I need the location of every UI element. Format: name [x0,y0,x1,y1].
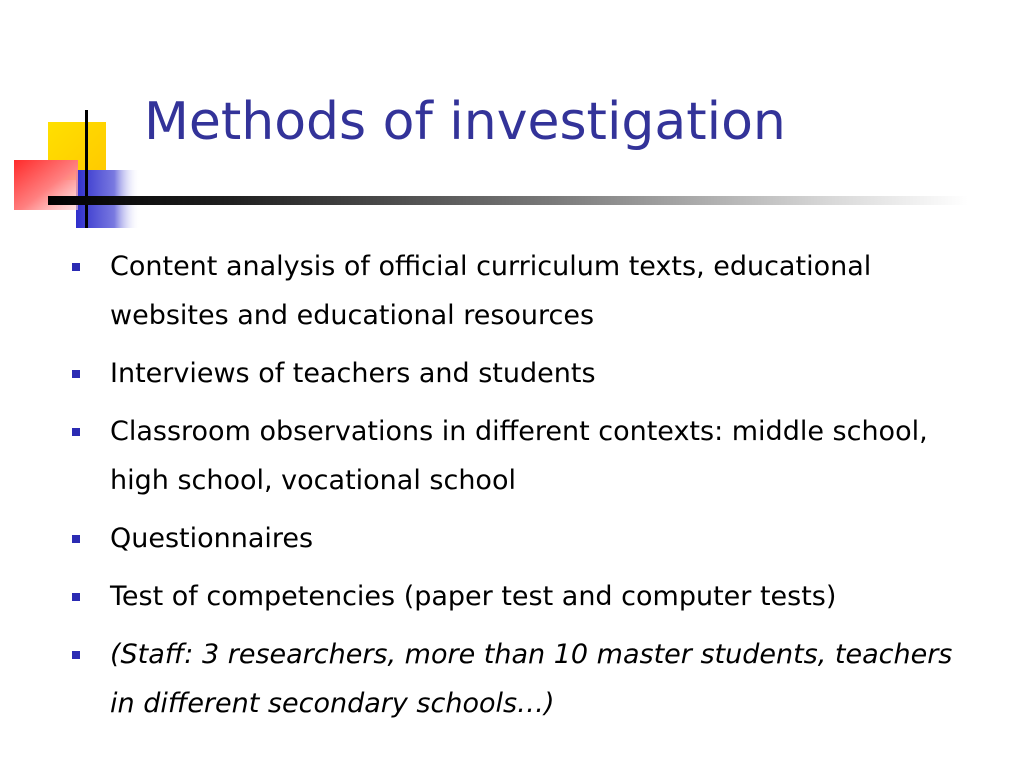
square-bullet-icon [72,370,80,378]
bullet-item [72,242,972,340]
square-bullet-icon [72,593,80,601]
bullet-text: Classroom observations in different contexts: middle school, high school, vocational school [110,416,928,496]
bullet-text: Questionnaires [110,523,314,554]
square-bullet-icon [72,428,80,436]
bullet-text: Content analysis of official curriculum texts, educational websites and educational resources [110,251,872,331]
title-underline-rule [48,196,968,205]
square-bullet-icon [72,263,80,271]
bullet-text: Test of competencies (paper test and computer tests) [110,581,837,612]
bullet-item [72,572,972,621]
bullet-text: Interviews of teachers and students [110,358,596,389]
logo-vertical-line [85,110,88,228]
bullet-item [72,407,972,505]
bullet-text-italic: (Staff: 3 researchers, more than 10 master students, teachers in different secondary schools…) [110,639,953,719]
bullet-item [72,630,972,728]
square-bullet-icon [72,535,80,543]
bullet-list [72,242,972,737]
slide-title: Methods of investigation [144,92,786,152]
bullet-item [72,514,972,563]
square-bullet-icon [72,651,80,659]
bullet-item [72,349,972,398]
